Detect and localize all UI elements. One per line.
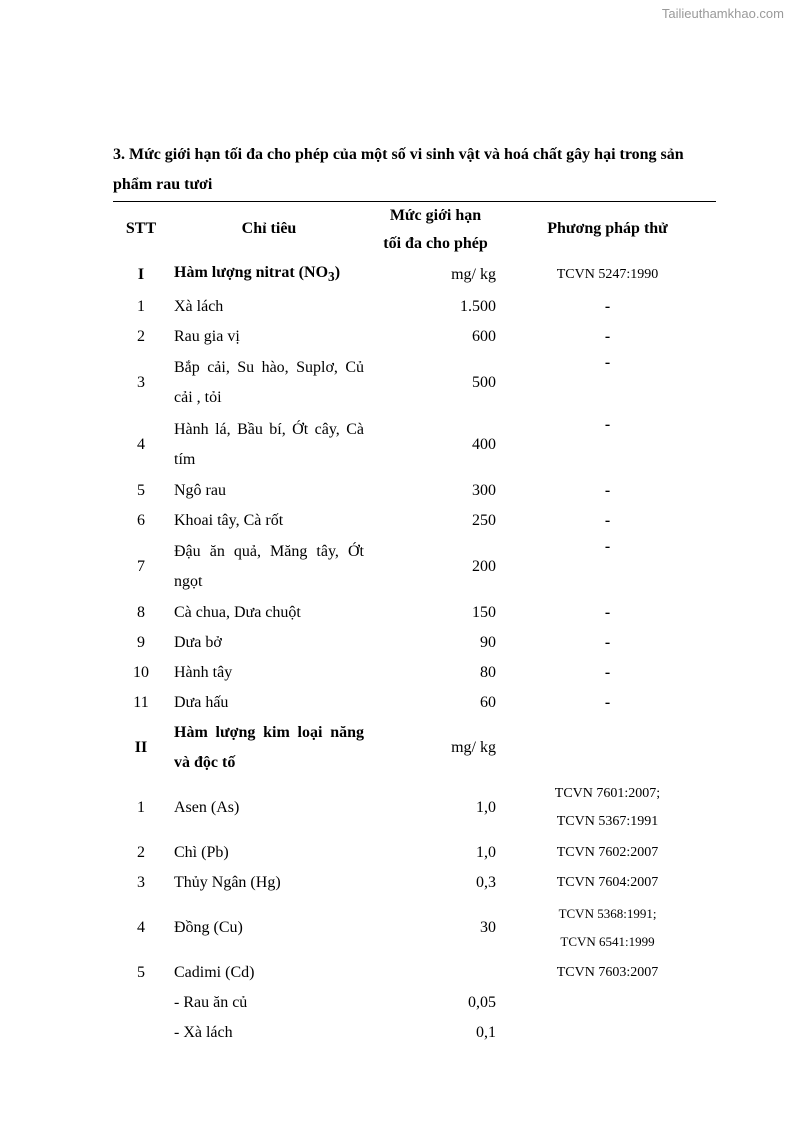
table-row — [113, 658, 713, 688]
table-row — [113, 958, 713, 988]
row-stt: 1 — [137, 298, 145, 316]
row-method: - — [604, 416, 611, 434]
limits-table — [113, 200, 713, 1048]
row-limit: 300 — [472, 482, 496, 500]
row-stt: 6 — [137, 512, 145, 530]
section-roman: II — [134, 739, 148, 757]
row-method: - — [604, 298, 611, 316]
section-method: TCVN 5247:1990 — [556, 267, 659, 283]
row-method — [502, 898, 713, 958]
table-row — [113, 322, 713, 352]
row-name: Đồng (Cu) — [174, 919, 243, 937]
row-method: TCVN 7602:2007 — [556, 845, 659, 861]
table-row — [113, 1018, 713, 1048]
row-stt — [113, 988, 169, 1018]
row-limit: 600 — [472, 328, 496, 346]
section-title: 3. Mức giới hạn tối đa cho phép của một số vi sinh vật và hoá chất gây hại trong sản phẩm rau tươi — [113, 146, 684, 193]
row-method: - — [604, 634, 611, 652]
row-stt: 4 — [137, 919, 145, 937]
row-limit: 0,1 — [476, 1024, 496, 1042]
row-method: - — [604, 664, 611, 682]
row-limit: 1,0 — [476, 844, 496, 862]
row-name: Chì (Pb) — [174, 844, 229, 862]
row-stt: 5 — [137, 482, 145, 500]
row-name: Thủy Ngân (Hg) — [174, 874, 281, 892]
header-limit — [369, 200, 502, 258]
row-stt: 8 — [137, 604, 145, 622]
row-name: Bắp cải, Su hào, Suplơ, Củ cải , tỏi — [174, 359, 364, 407]
row-limit: 400 — [472, 436, 496, 454]
row-method: - — [604, 538, 611, 556]
table-row — [113, 778, 713, 838]
table-row — [113, 898, 713, 958]
section-unit: mg/ kg — [451, 266, 496, 284]
row-method-line2: TCVN 6541:1999 — [560, 934, 655, 950]
row-method-line1: TCVN 5368:1991; — [558, 906, 657, 922]
row-limit: 500 — [472, 374, 496, 392]
table-row — [113, 536, 713, 598]
row-name: Hành lá, Bầu bí, Ớt cây, Cà tím — [174, 421, 364, 469]
row-method: - — [604, 482, 611, 500]
row-stt: 4 — [137, 436, 145, 454]
table-row — [113, 352, 713, 414]
row-stt: 7 — [137, 558, 145, 576]
row-limit: 200 — [472, 558, 496, 576]
row-limit: 60 — [480, 694, 496, 712]
row-limit: 1.500 — [460, 298, 496, 316]
row-method-line2: TCVN 5367:1991 — [556, 814, 659, 830]
row-stt: 9 — [137, 634, 145, 652]
row-name: Ngô rau — [174, 482, 226, 500]
section-unit: mg/ kg — [451, 739, 496, 757]
header-stt: STT — [125, 220, 157, 237]
section-roman: I — [137, 266, 145, 284]
row-name: Cà chua, Dưa chuột — [174, 604, 301, 622]
table-row — [113, 598, 713, 628]
row-method: - — [604, 328, 611, 346]
row-name: - Xà lách — [174, 1024, 233, 1042]
row-method: - — [604, 512, 611, 530]
table-row — [113, 988, 713, 1018]
row-name: Asen (As) — [174, 799, 240, 817]
table-header — [113, 200, 713, 258]
row-stt: 2 — [137, 844, 145, 862]
row-method: TCVN 7603:2007 — [556, 965, 659, 981]
row-limit: 80 — [480, 664, 496, 682]
row-stt: 1 — [137, 799, 145, 817]
table-row — [113, 476, 713, 506]
row-stt — [113, 1018, 169, 1048]
row-method — [502, 1018, 713, 1048]
row-limit: 1,0 — [476, 799, 496, 817]
row-method: - — [604, 354, 611, 372]
section-name: Hàm lượng nitrat $(NO_3)$ — [174, 264, 341, 285]
header-method: Phương pháp thử — [547, 220, 668, 237]
row-name: Hành tây — [174, 664, 233, 682]
section-row-nitrate — [113, 258, 713, 292]
section-row-heavy-metals — [113, 718, 713, 778]
row-limit: 0,3 — [476, 874, 496, 892]
table-row — [113, 688, 713, 718]
watermark: Tailieuthamkhao.com — [661, 6, 784, 21]
row-name: Đậu ăn quả, Măng tây, Ớt ngọt — [174, 543, 364, 591]
row-limit: 150 — [472, 604, 496, 622]
row-name: Khoai tây, Cà rốt — [174, 512, 284, 530]
header-limit-line2: tối đa cho phép — [383, 235, 488, 252]
row-name: - Rau ăn củ — [174, 994, 248, 1012]
row-stt: 5 — [137, 964, 145, 982]
section-name: Hàm lượng kim loại năng và độc tố — [174, 724, 364, 772]
table-row — [113, 628, 713, 658]
table-row — [113, 506, 713, 536]
row-method-line1: TCVN 7601:2007; — [554, 786, 661, 802]
row-method — [502, 778, 713, 838]
header-indicator: Chỉ tiêu — [241, 220, 297, 237]
row-name: Rau gia vị — [174, 328, 240, 346]
table-row — [113, 868, 713, 898]
row-method: - — [604, 604, 611, 622]
row-name: Cadimi (Cd) — [174, 964, 255, 982]
row-stt: 3 — [137, 874, 145, 892]
row-limit: 0,05 — [468, 994, 496, 1012]
row-method: - — [604, 694, 611, 712]
row-limit — [369, 958, 502, 988]
row-stt: 2 — [137, 328, 145, 346]
row-name: Xà lách — [174, 298, 224, 316]
row-stt: 11 — [133, 694, 149, 712]
row-limit: 90 — [480, 634, 496, 652]
table-row — [113, 292, 713, 322]
row-stt: 3 — [137, 374, 145, 392]
row-limit: 30 — [480, 919, 496, 937]
row-method — [502, 988, 713, 1018]
row-name: Dưa bở — [174, 634, 222, 652]
row-limit: 250 — [472, 512, 496, 530]
table-row — [113, 414, 713, 476]
table-row — [113, 838, 713, 868]
header-limit-line1: Mức giới hạn — [389, 207, 482, 224]
row-stt: 10 — [133, 664, 149, 682]
row-method: TCVN 7604:2007 — [556, 875, 659, 891]
row-name: Dưa hấu — [174, 694, 229, 712]
